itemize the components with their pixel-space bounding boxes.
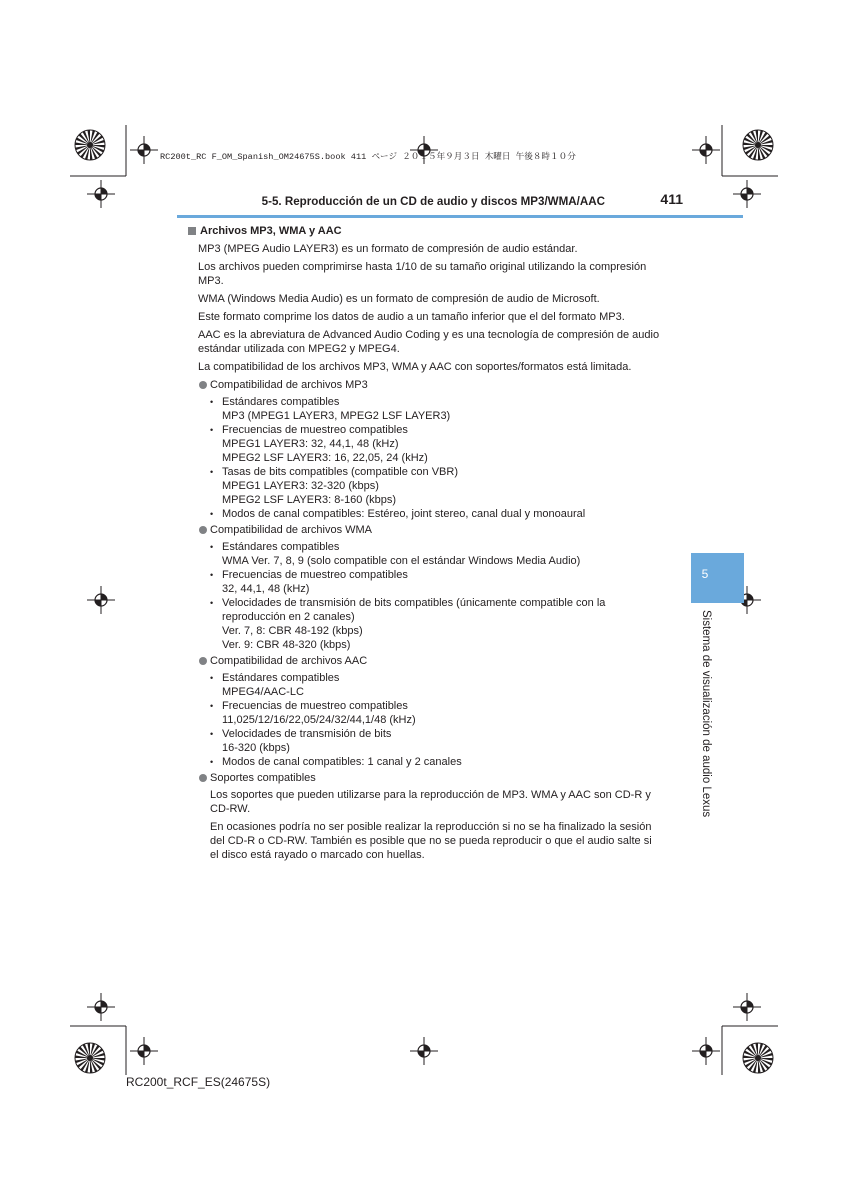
mp3-compat-title: Compatibilidad de archivos MP3 — [210, 379, 368, 391]
starburst-mark-icon — [743, 130, 773, 160]
list-item — [210, 699, 662, 727]
item-label: Modos de canal compatibles: Estéreo, joint stereo, canal dual y monoaural — [222, 508, 586, 520]
mp3-compat-list — [188, 395, 662, 521]
list-item — [210, 540, 662, 568]
media-title: Soportes compatibles — [210, 772, 316, 784]
item-value: MPEG1 LAYER3: 32, 44,1, 48 (kHz) — [222, 438, 399, 450]
item-label: Velocidades de transmisión de bits — [222, 728, 392, 740]
aac-compat-list — [188, 671, 662, 769]
crosshair-mark-icon — [733, 993, 761, 1021]
wma-compat-heading — [188, 523, 662, 537]
starburst-mark-icon — [75, 130, 105, 160]
list-item — [210, 423, 662, 465]
list-item — [210, 727, 662, 755]
list-item — [210, 507, 662, 521]
crosshair-mark-icon — [87, 180, 115, 208]
item-label: Modos de canal compatibles: 1 canal y 2 canales — [222, 756, 462, 768]
item-value: Ver. 9: CBR 48-320 (kbps) — [222, 639, 351, 651]
paragraph: Los soportes que pueden utilizarse para la reproducción de MP3. WMA y AAC son CD-R y CD-RW. — [210, 789, 651, 815]
starburst-mark-icon — [75, 1043, 105, 1073]
media-heading — [188, 771, 662, 785]
paragraph: Los archivos pueden comprimirse hasta 1/10 de su tamaño original utilizando la compresión MP3. — [198, 261, 647, 287]
item-value: MPEG1 LAYER3: 32-320 (kbps) — [222, 480, 379, 492]
item-label: Frecuencias de muestreo compatibles — [222, 424, 408, 436]
print-header: RC200t_RC F_OM_Spanish_OM24675S.book 411 ページ ２０１５年９月３日 木曜日 午後８時１０分 — [160, 152, 576, 162]
section-heading — [188, 224, 662, 238]
crosshair-mark-icon — [692, 136, 720, 164]
item-value: MP3 (MPEG1 LAYER3, MPEG2 LSF LAYER3) — [222, 410, 451, 422]
item-value: 32, 44,1, 48 (kHz) — [222, 583, 310, 595]
list-item — [210, 465, 662, 507]
item-value: MPEG4/AAC-LC — [222, 686, 304, 698]
footer-code: RC200t_RCF_ES(24675S) — [126, 1075, 271, 1089]
crosshair-mark-icon — [410, 1037, 438, 1065]
paragraph: En ocasiones podría no ser posible realizar la reproducción si no se ha finalizado la sesión del CD-R o CD-RW. También es posible que no se pueda reproducir o que el audio salte si el disco está rayado o marcado con huellas. — [210, 821, 652, 861]
square-bullet-icon — [188, 227, 196, 235]
crosshair-mark-icon — [130, 136, 158, 164]
crosshair-mark-icon — [692, 1037, 720, 1065]
circle-bullet-icon — [199, 526, 207, 534]
aac-compat-heading — [188, 654, 662, 668]
crosshair-mark-icon — [87, 586, 115, 614]
item-value: MPEG2 LSF LAYER3: 8-160 (kbps) — [222, 494, 397, 506]
item-value: Ver. 7, 8: CBR 48-192 (kbps) — [222, 625, 363, 637]
wma-compat-title: Compatibilidad de archivos WMA — [210, 524, 373, 536]
item-value: MPEG2 LSF LAYER3: 16, 22,05, 24 (kHz) — [222, 452, 428, 464]
main-content — [188, 224, 662, 866]
item-value: 11,025/12/16/22,05/24/32/44,1/48 (kHz) — [222, 714, 416, 726]
heading-text: Archivos MP3, WMA y AAC — [200, 225, 342, 237]
list-item — [210, 596, 662, 652]
item-label: Frecuencias de muestreo compatibles — [222, 569, 408, 581]
starburst-mark-icon — [743, 1043, 773, 1073]
crosshair-mark-icon — [733, 180, 761, 208]
item-value: 16-320 (kbps) — [222, 742, 290, 754]
chapter-label: Sistema de visualización de audio Lexus — [700, 610, 712, 818]
list-item — [210, 755, 662, 769]
crosshair-mark-icon — [87, 993, 115, 1021]
section-title: 5-5. Reproducción de un CD de audio y discos MP3/WMA/AAC — [261, 195, 605, 208]
item-label: Estándares compatibles — [222, 541, 340, 553]
item-label: Estándares compatibles — [222, 396, 340, 408]
wma-compat-list — [188, 540, 662, 652]
aac-compat-title: Compatibilidad de archivos AAC — [210, 655, 368, 667]
circle-bullet-icon — [199, 774, 207, 782]
item-label: Frecuencias de muestreo compatibles — [222, 700, 408, 712]
chapter-number: 5 — [701, 567, 709, 581]
paragraph: AAC es la abreviatura de Advanced Audio Coding y es una tecnología de compresión de audio estándar utilizada con MPEG2 y MPEG4. — [198, 329, 660, 355]
paragraph: WMA (Windows Media Audio) es un formato de compresión de audio de Microsoft. — [198, 293, 600, 305]
list-item — [210, 671, 662, 699]
item-label: Tasas de bits compatibles (compatible con VBR) — [222, 466, 458, 478]
page-number: 411 — [660, 191, 683, 207]
circle-bullet-icon — [199, 381, 207, 389]
paragraph: La compatibilidad de los archivos MP3, WMA y AAC con soportes/formatos está limitada. — [198, 361, 632, 373]
mp3-compat-heading — [188, 378, 662, 392]
list-item — [210, 568, 662, 596]
item-label: Estándares compatibles — [222, 672, 340, 684]
header-rule — [177, 215, 743, 218]
item-value: WMA Ver. 7, 8, 9 (solo compatible con el estándar Windows Media Audio) — [222, 555, 581, 567]
paragraph: MP3 (MPEG Audio LAYER3) es un formato de compresión de audio estándar. — [198, 243, 578, 255]
circle-bullet-icon — [199, 657, 207, 665]
paragraph: Este formato comprime los datos de audio a un tamaño inferior que el del formato MP3. — [198, 311, 625, 323]
crosshair-mark-icon — [130, 1037, 158, 1065]
item-label: Velocidades de transmisión de bits compatibles (únicamente compatible con la reproducción en 2 canales) — [222, 597, 606, 623]
list-item — [210, 395, 662, 423]
